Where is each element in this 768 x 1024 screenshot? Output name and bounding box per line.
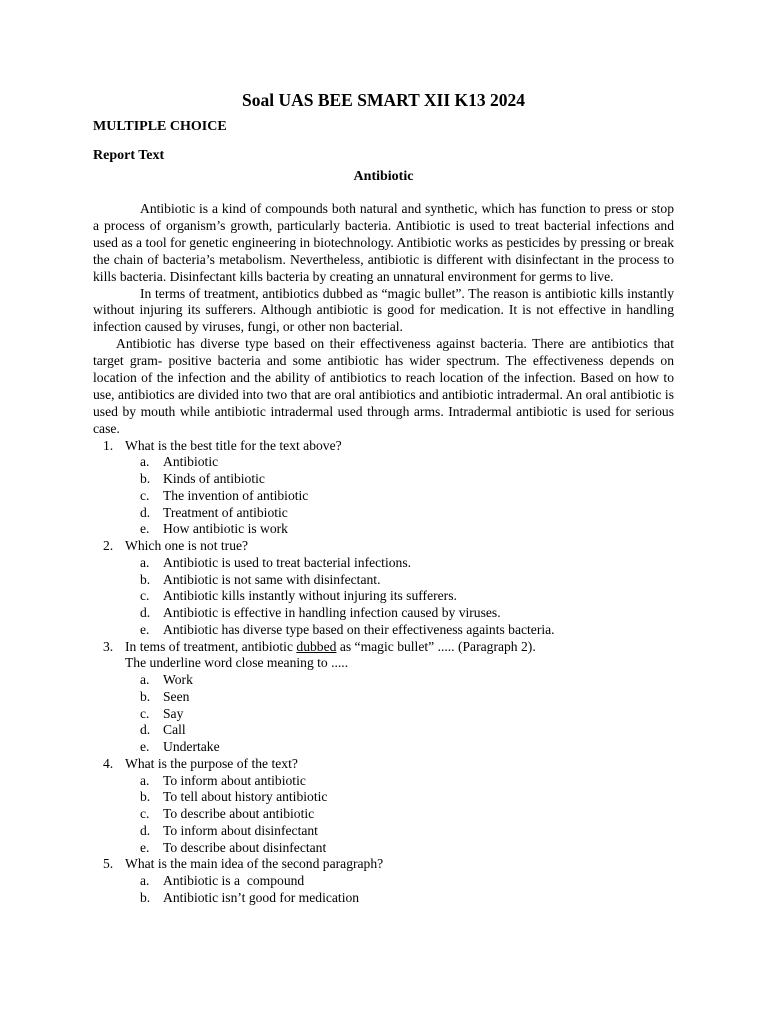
option-letter: a. (140, 873, 150, 889)
option-letter: c. (140, 588, 150, 604)
question-text-start: In tems of treatment, antibiotic (125, 638, 297, 654)
subsection-heading: Report Text (93, 148, 165, 163)
question-text: What is the purpose of the text? (125, 755, 298, 771)
option-letter: b. (140, 688, 151, 704)
option-b (125, 789, 674, 806)
section-heading: MULTIPLE CHOICE (93, 119, 227, 134)
option-text: To inform about antibiotic (163, 772, 306, 788)
option-c (125, 588, 674, 605)
question-number: 3. (103, 638, 114, 654)
option-letter: c. (140, 487, 150, 503)
option-letter: c. (140, 705, 150, 721)
option-letter: b. (140, 471, 151, 487)
option-letter: b. (140, 571, 151, 587)
paragraph-2: In terms of treatment, antibiotics dubbed as “magic bullet”. The reason is antibiotic kills instantly without injuring its sufferers. Although antibiotic is good for medication. It is not effective in handling infection caused by viruses, fungi, or other non bacterial. (93, 285, 674, 335)
option-text: The invention of antibiotic (163, 487, 309, 503)
option-text: To inform about disinfectant (163, 822, 318, 838)
option-c (125, 488, 674, 505)
question-5 (93, 856, 674, 906)
option-a (125, 773, 674, 790)
option-text: Antibiotic is effective in handling infection caused by viruses. (163, 605, 501, 621)
option-text: Say (163, 705, 184, 721)
question-list (93, 438, 674, 907)
option-a (125, 873, 674, 890)
option-text: To describe about antibiotic (163, 806, 315, 822)
option-letter: d. (140, 605, 151, 621)
option-list (125, 555, 674, 639)
option-list (125, 454, 674, 538)
question-number: 1. (103, 437, 114, 453)
option-d (125, 823, 674, 840)
option-e (125, 521, 674, 538)
question-3 (93, 639, 674, 756)
question-text-end: as “magic bullet” ..... (Paragraph 2). (336, 638, 536, 654)
option-e (125, 739, 674, 756)
question-text: What is the main idea of the second paragraph? (125, 856, 384, 872)
option-letter: e. (140, 839, 150, 855)
option-d (125, 505, 674, 522)
option-text: Antibiotic kills instantly without injuring its sufferers. (163, 588, 457, 604)
option-a (125, 555, 674, 572)
option-a (125, 672, 674, 689)
question-4 (93, 756, 674, 857)
option-letter: e. (140, 739, 150, 755)
option-b (125, 689, 674, 706)
option-text: To tell about history antibiotic (163, 789, 328, 805)
reading-text-title: Antibiotic (353, 169, 414, 184)
option-text: Antibiotic is not same with disinfectant. (163, 571, 381, 587)
question-number: 2. (103, 538, 114, 554)
question-number: 4. (103, 755, 114, 771)
option-text: Work (163, 672, 193, 688)
question-1 (93, 438, 674, 539)
option-list (125, 773, 674, 857)
option-text: Antibiotic is used to treat bacterial infections. (163, 554, 412, 570)
question-text: What is the best title for the text above? (125, 437, 342, 453)
option-text: Antibiotic has diverse type based on their effectiveness againts bacteria. (163, 621, 555, 637)
option-text: To describe about disinfectant (163, 839, 327, 855)
option-letter: e. (140, 521, 150, 537)
question-text (125, 639, 536, 654)
option-letter: b. (140, 889, 151, 905)
option-letter: a. (140, 454, 150, 470)
option-letter: c. (140, 806, 150, 822)
option-letter: a. (140, 772, 150, 788)
option-text: Kinds of antibiotic (163, 471, 265, 487)
paragraph-3: Antibiotic has diverse type based on their effectiveness against bacteria. There are antibiotics that target gram- positive bacteria and some antibiotic has wider spectrum. The effectiveness depends on location of the infection and the ability of antibiotics to reach location of the infection. Based on how to use, antibiotics are divided into two that are oral antibiotics and antibiotic intradermal. An oral antibiotic is used by mouth while antibiotic intradermal used through arms. Intradermal antibiotic is used for serious case. (93, 336, 674, 436)
option-letter: d. (140, 822, 151, 838)
option-text: Call (163, 722, 186, 738)
option-letter: d. (140, 504, 151, 520)
option-d (125, 722, 674, 739)
option-b (125, 471, 674, 488)
question-text-line-2: The underline word close meaning to ..... (125, 655, 349, 671)
option-text: Antibiotic is a compound (163, 873, 305, 889)
option-text: Seen (163, 688, 190, 704)
option-e (125, 622, 674, 639)
option-b (125, 572, 674, 589)
option-text: Treatment of antibiotic (163, 504, 288, 520)
option-letter: d. (140, 722, 151, 738)
document-page (93, 88, 674, 907)
option-text: Undertake (163, 739, 220, 755)
option-text: Antibiotic (163, 454, 219, 470)
question-2 (93, 538, 674, 639)
option-letter: b. (140, 789, 151, 805)
option-d (125, 605, 674, 622)
paragraph-1: Antibiotic is a kind of compounds both natural and synthetic, which has function to press or stop a process of organism’s growth, particularly bacteria. Antibiotic is used to treat bacterial infections and used as a tool for genetic engineering in biotechnology. Antibiotic works as pesticides by pressing or break the chain of bacteria’s metabolism. Nevertheless, antibiotic is different with disinfectant in the process to kills bacteria. Disinfectant kills bacteria by creating an unnatural environment for germs to live. (93, 201, 674, 284)
option-list (125, 672, 674, 756)
option-e (125, 840, 674, 857)
option-text: How antibiotic is work (163, 521, 288, 537)
question-text: Which one is not true? (125, 538, 249, 554)
option-c (125, 706, 674, 723)
option-letter: a. (140, 554, 150, 570)
document-title: Soal UAS BEE SMART XII K13 2024 (241, 90, 525, 110)
option-c (125, 806, 674, 823)
option-list (125, 873, 674, 907)
option-text: Antibiotic isn’t good for medication (163, 889, 360, 905)
option-b (125, 890, 674, 907)
underlined-word: dubbed (296, 638, 337, 654)
option-a (125, 454, 674, 471)
option-letter: e. (140, 621, 150, 637)
question-number: 5. (103, 856, 114, 872)
option-letter: a. (140, 672, 150, 688)
